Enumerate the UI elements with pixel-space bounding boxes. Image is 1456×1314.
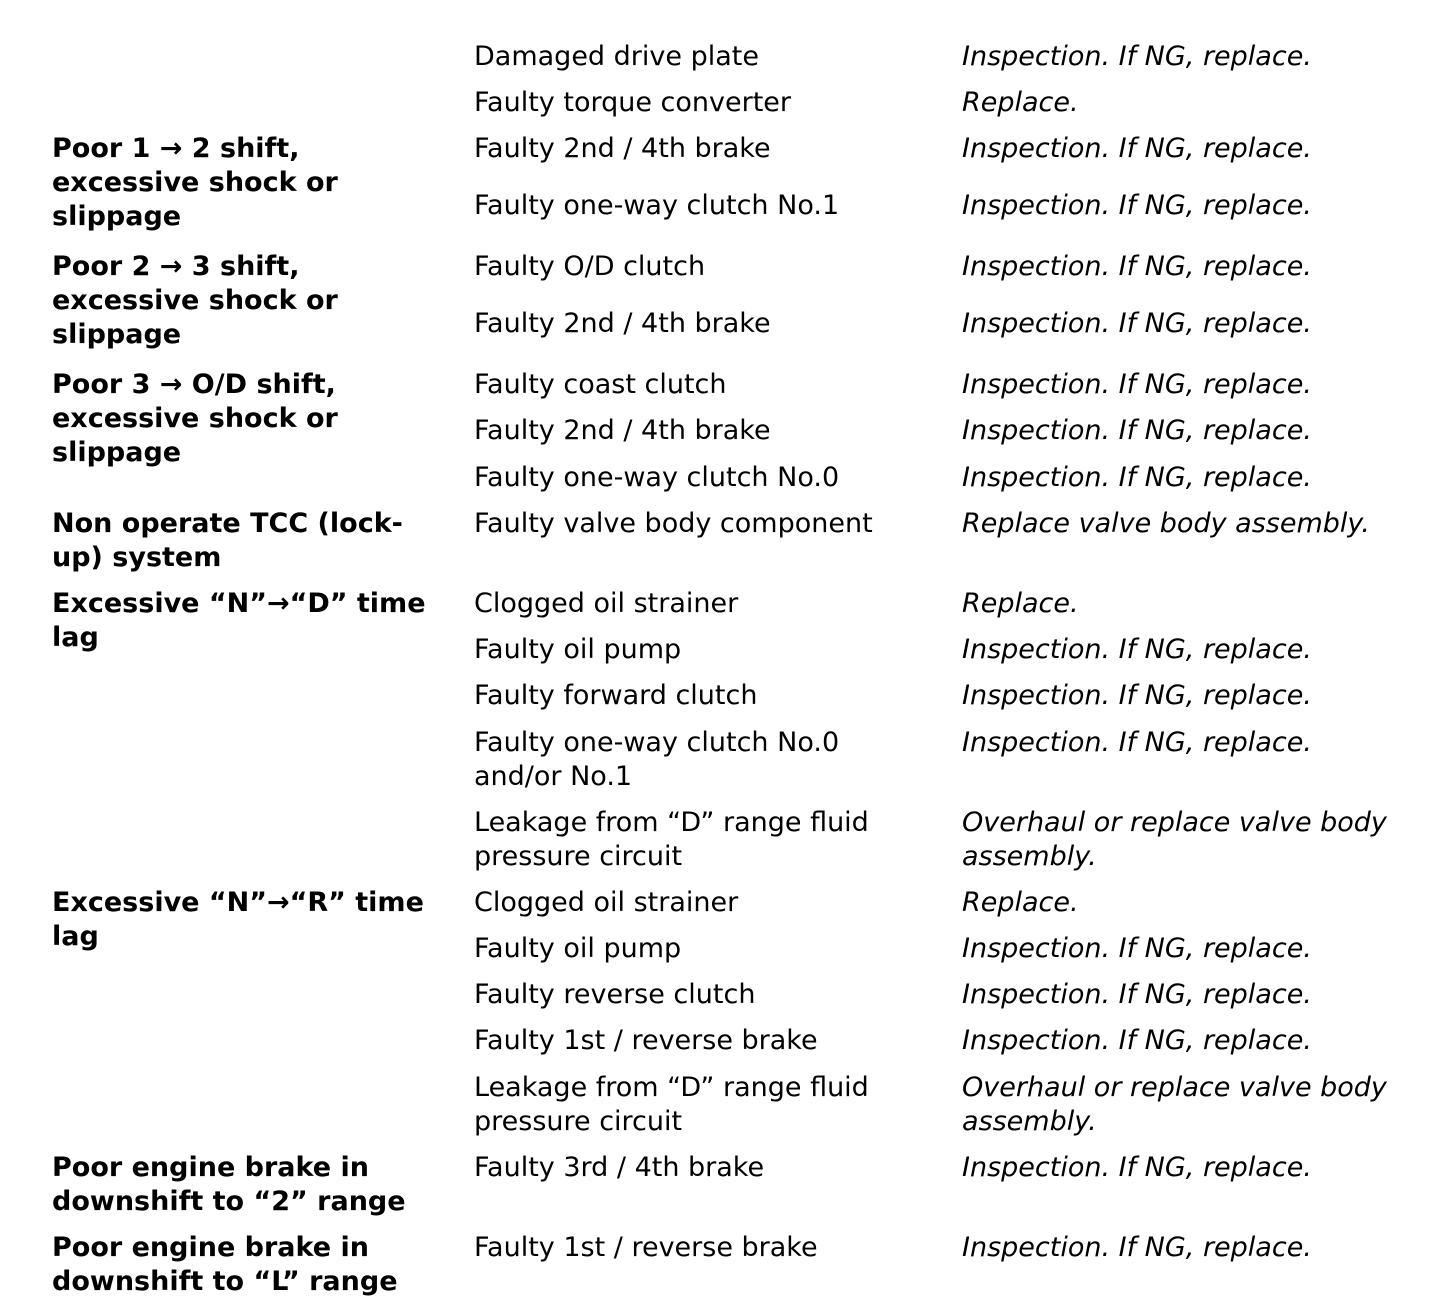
cause-text: Faulty 2nd / 4th brake: [474, 308, 771, 339]
remedy-text: assembly.: [962, 1106, 1097, 1137]
symptom-text: Excessive “N”→“D” time: [52, 588, 426, 619]
remedy-text: Overhaul or replace valve body: [962, 807, 1387, 838]
cause-text: Clogged oil strainer: [474, 588, 739, 619]
symptom-text: downshift to “L” range: [52, 1266, 398, 1297]
symptom-text: Poor 3 → O/D shift,: [52, 369, 336, 400]
cause-text: Faulty oil pump: [474, 933, 682, 964]
remedy-text: Inspection. If NG, replace.: [962, 979, 1312, 1010]
cause-text: Faulty 2nd / 4th brake: [474, 133, 771, 164]
remedy-text: Inspection. If NG, replace.: [962, 41, 1312, 72]
remedy-text: Inspection. If NG, replace.: [962, 1152, 1312, 1183]
remedy-text: Replace valve body assembly.: [962, 508, 1370, 539]
cause-text: Leakage from “D” range fluid: [474, 1072, 869, 1103]
cause-text: Faulty forward clutch: [474, 680, 758, 711]
cause-text: pressure circuit: [474, 841, 683, 872]
remedy-text: Inspection. If NG, replace.: [962, 308, 1312, 339]
remedy-text: Inspection. If NG, replace.: [962, 933, 1312, 964]
remedy-text: Inspection. If NG, replace.: [962, 462, 1312, 493]
symptom-text: Non operate TCC (lock-: [52, 508, 403, 539]
symptom-text: slippage: [52, 319, 182, 350]
symptom-text: up) system: [52, 542, 222, 573]
cause-text: Faulty one-way clutch No.0: [474, 727, 840, 758]
remedy-text: Inspection. If NG, replace.: [962, 190, 1312, 221]
cause-text: Faulty oil pump: [474, 634, 682, 665]
remedy-text: Inspection. If NG, replace.: [962, 133, 1312, 164]
cause-text: Faulty 3rd / 4th brake: [474, 1152, 765, 1183]
symptom-text: Excessive “N”→“R” time: [52, 887, 424, 918]
remedy-text: Replace.: [962, 588, 1079, 619]
symptom-text: Poor engine brake in: [52, 1232, 369, 1263]
remedy-text: Replace.: [962, 87, 1079, 118]
cause-text: Faulty one-way clutch No.1: [474, 190, 840, 221]
remedy-text: Inspection. If NG, replace.: [962, 1025, 1312, 1056]
cause-text: Faulty valve body component: [474, 508, 873, 539]
cause-text: Faulty 1st / reverse brake: [474, 1025, 818, 1056]
symptom-text: Poor 2 → 3 shift,: [52, 251, 300, 282]
symptom-text: excessive shock or: [52, 285, 338, 316]
cause-text: Damaged drive plate: [474, 41, 759, 72]
cause-text: and/or No.1: [474, 761, 633, 792]
remedy-text: assembly.: [962, 841, 1097, 872]
remedy-text: Inspection. If NG, replace.: [962, 680, 1312, 711]
symptom-text: Poor 1 → 2 shift,: [52, 133, 300, 164]
remedy-text: Inspection. If NG, replace.: [962, 415, 1312, 446]
symptom-text: slippage: [52, 437, 182, 468]
cause-text: Faulty one-way clutch No.0: [474, 462, 840, 493]
cause-text: Faulty torque converter: [474, 87, 791, 118]
symptom-text: downshift to “2” range: [52, 1186, 406, 1217]
remedy-text: Replace.: [962, 887, 1079, 918]
remedy-text: Overhaul or replace valve body: [962, 1072, 1387, 1103]
cause-text: pressure circuit: [474, 1106, 683, 1137]
cause-text: Faulty 1st / reverse brake: [474, 1232, 818, 1263]
symptom-text: lag: [52, 921, 99, 952]
cause-text: Clogged oil strainer: [474, 887, 739, 918]
cause-text: Leakage from “D” range fluid: [474, 807, 869, 838]
symptom-text: slippage: [52, 201, 182, 232]
remedy-text: Inspection. If NG, replace.: [962, 727, 1312, 758]
cause-text: Faulty reverse clutch: [474, 979, 756, 1010]
cause-text: Faulty coast clutch: [474, 369, 727, 400]
symptom-text: excessive shock or: [52, 403, 338, 434]
cause-text: Faulty 2nd / 4th brake: [474, 415, 771, 446]
remedy-text: Inspection. If NG, replace.: [962, 369, 1312, 400]
symptom-text: excessive shock or: [52, 167, 338, 198]
remedy-text: Inspection. If NG, replace.: [962, 634, 1312, 665]
symptom-text: Poor engine brake in: [52, 1152, 369, 1183]
symptom-text: lag: [52, 622, 99, 653]
cause-text: Faulty O/D clutch: [474, 251, 706, 282]
remedy-text: Inspection. If NG, replace.: [962, 251, 1312, 282]
remedy-text: Inspection. If NG, replace.: [962, 1232, 1312, 1263]
